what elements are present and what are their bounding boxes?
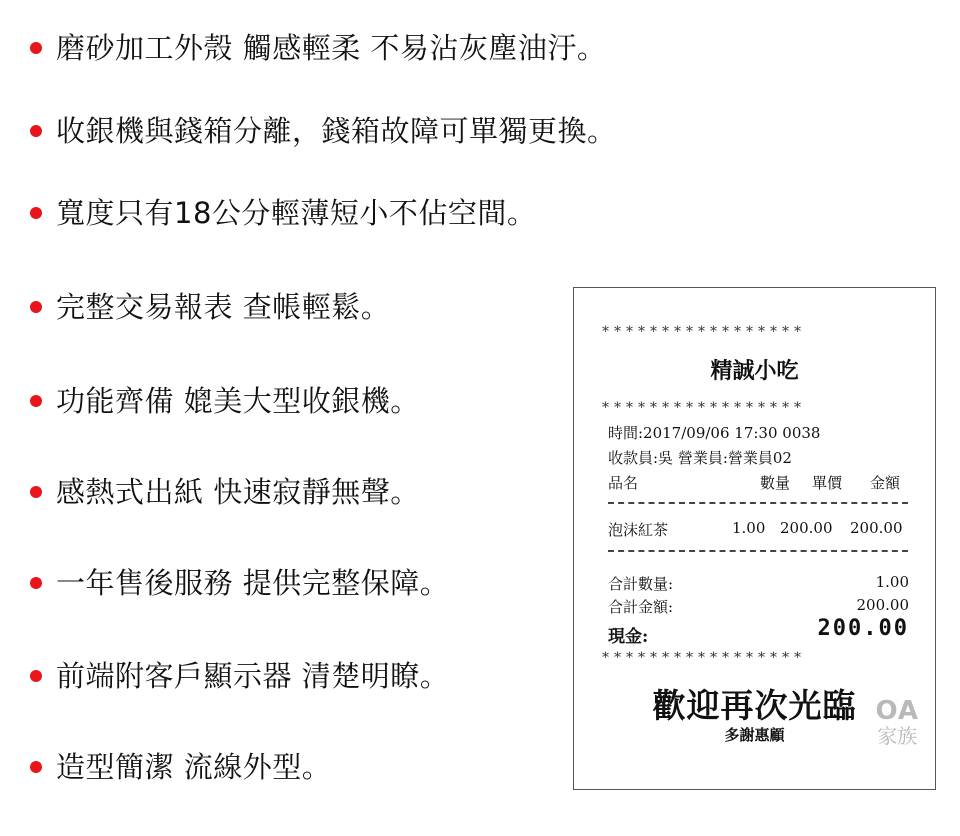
bullet-icon bbox=[30, 301, 42, 313]
bullet-icon bbox=[30, 395, 42, 407]
feature-item bbox=[30, 111, 617, 151]
receipt-total-qty: 1.00 bbox=[875, 573, 909, 591]
feature-text: 磨砂加工外殼 觸感輕柔 不易沾灰塵油汙。 bbox=[56, 31, 607, 65]
receipt-stars-top: ***************** bbox=[602, 324, 806, 340]
feature-text: 寬度只有18公分輕薄短小不佔空間。 bbox=[56, 196, 537, 230]
feature-text: 收銀機與錢箱分離，錢箱故障可單獨更換。 bbox=[56, 114, 617, 148]
feature-item bbox=[30, 287, 390, 327]
bullet-icon bbox=[30, 125, 42, 137]
receipt-shop-name: 精誠小吃 bbox=[710, 358, 799, 384]
receipt-cash-label: 現金: bbox=[608, 627, 649, 647]
feature-item bbox=[30, 381, 420, 421]
feature-item bbox=[30, 747, 331, 787]
receipt-stars-mid: ***************** bbox=[602, 400, 806, 416]
receipt-item-qty: 1.00 bbox=[732, 519, 766, 537]
bullet-icon bbox=[30, 207, 42, 219]
feature-text: 完整交易報表 查帳輕鬆。 bbox=[56, 290, 391, 324]
watermark-logo bbox=[875, 698, 919, 746]
feature-text: 造型簡潔 流線外型。 bbox=[56, 750, 332, 784]
feature-item bbox=[30, 563, 449, 603]
bullet-icon bbox=[30, 42, 42, 54]
receipt-item-name: 泡沫紅茶 bbox=[608, 521, 669, 539]
receipt-welcome: 歡迎再次光臨 bbox=[652, 686, 857, 725]
feature-text: 功能齊備 媲美大型收銀機。 bbox=[56, 384, 420, 418]
bullet-icon bbox=[30, 577, 42, 589]
receipt-header-price: 單價 bbox=[812, 474, 843, 492]
receipt-thanks: 多謝惠顧 bbox=[724, 726, 785, 744]
receipt-divider bbox=[608, 550, 908, 552]
receipt-item-price: 200.00 bbox=[780, 519, 833, 537]
feature-item bbox=[30, 193, 536, 233]
feature-item bbox=[30, 656, 449, 696]
receipt-header-amount: 金額 bbox=[870, 474, 901, 492]
feature-text: 感熱式出紙 快速寂靜無聲。 bbox=[56, 475, 420, 509]
receipt-total-amount: 200.00 bbox=[856, 596, 909, 614]
receipt-item-amount: 200.00 bbox=[850, 519, 903, 537]
feature-item bbox=[30, 472, 420, 512]
receipt-image bbox=[573, 287, 936, 790]
receipt-header-name: 品名 bbox=[608, 474, 639, 492]
feature-text: 一年售後服務 提供完整保障。 bbox=[56, 566, 450, 600]
receipt-header-qty: 數量 bbox=[760, 474, 791, 492]
feature-item bbox=[30, 28, 606, 68]
feature-text: 前端附客戶顯示器 清楚明瞭。 bbox=[56, 659, 450, 693]
receipt-total-qty-label: 合計數量: bbox=[608, 575, 674, 593]
watermark-line1: OA bbox=[875, 696, 919, 726]
receipt-cash-amount: 200.00 bbox=[817, 616, 909, 641]
receipt-stars-bottom: ***************** bbox=[602, 650, 806, 666]
watermark-line2: 家族 bbox=[877, 724, 918, 748]
receipt-staff-line: 收款員:吳 營業員:營業員02 bbox=[608, 449, 792, 467]
receipt-total-amount-label: 合計金額: bbox=[608, 598, 674, 616]
bullet-icon bbox=[30, 486, 42, 498]
receipt-divider bbox=[608, 502, 908, 504]
bullet-icon bbox=[30, 670, 42, 682]
receipt-time-line: 時間:2017/09/06 17:30 0038 bbox=[608, 424, 821, 442]
bullet-icon bbox=[30, 761, 42, 773]
